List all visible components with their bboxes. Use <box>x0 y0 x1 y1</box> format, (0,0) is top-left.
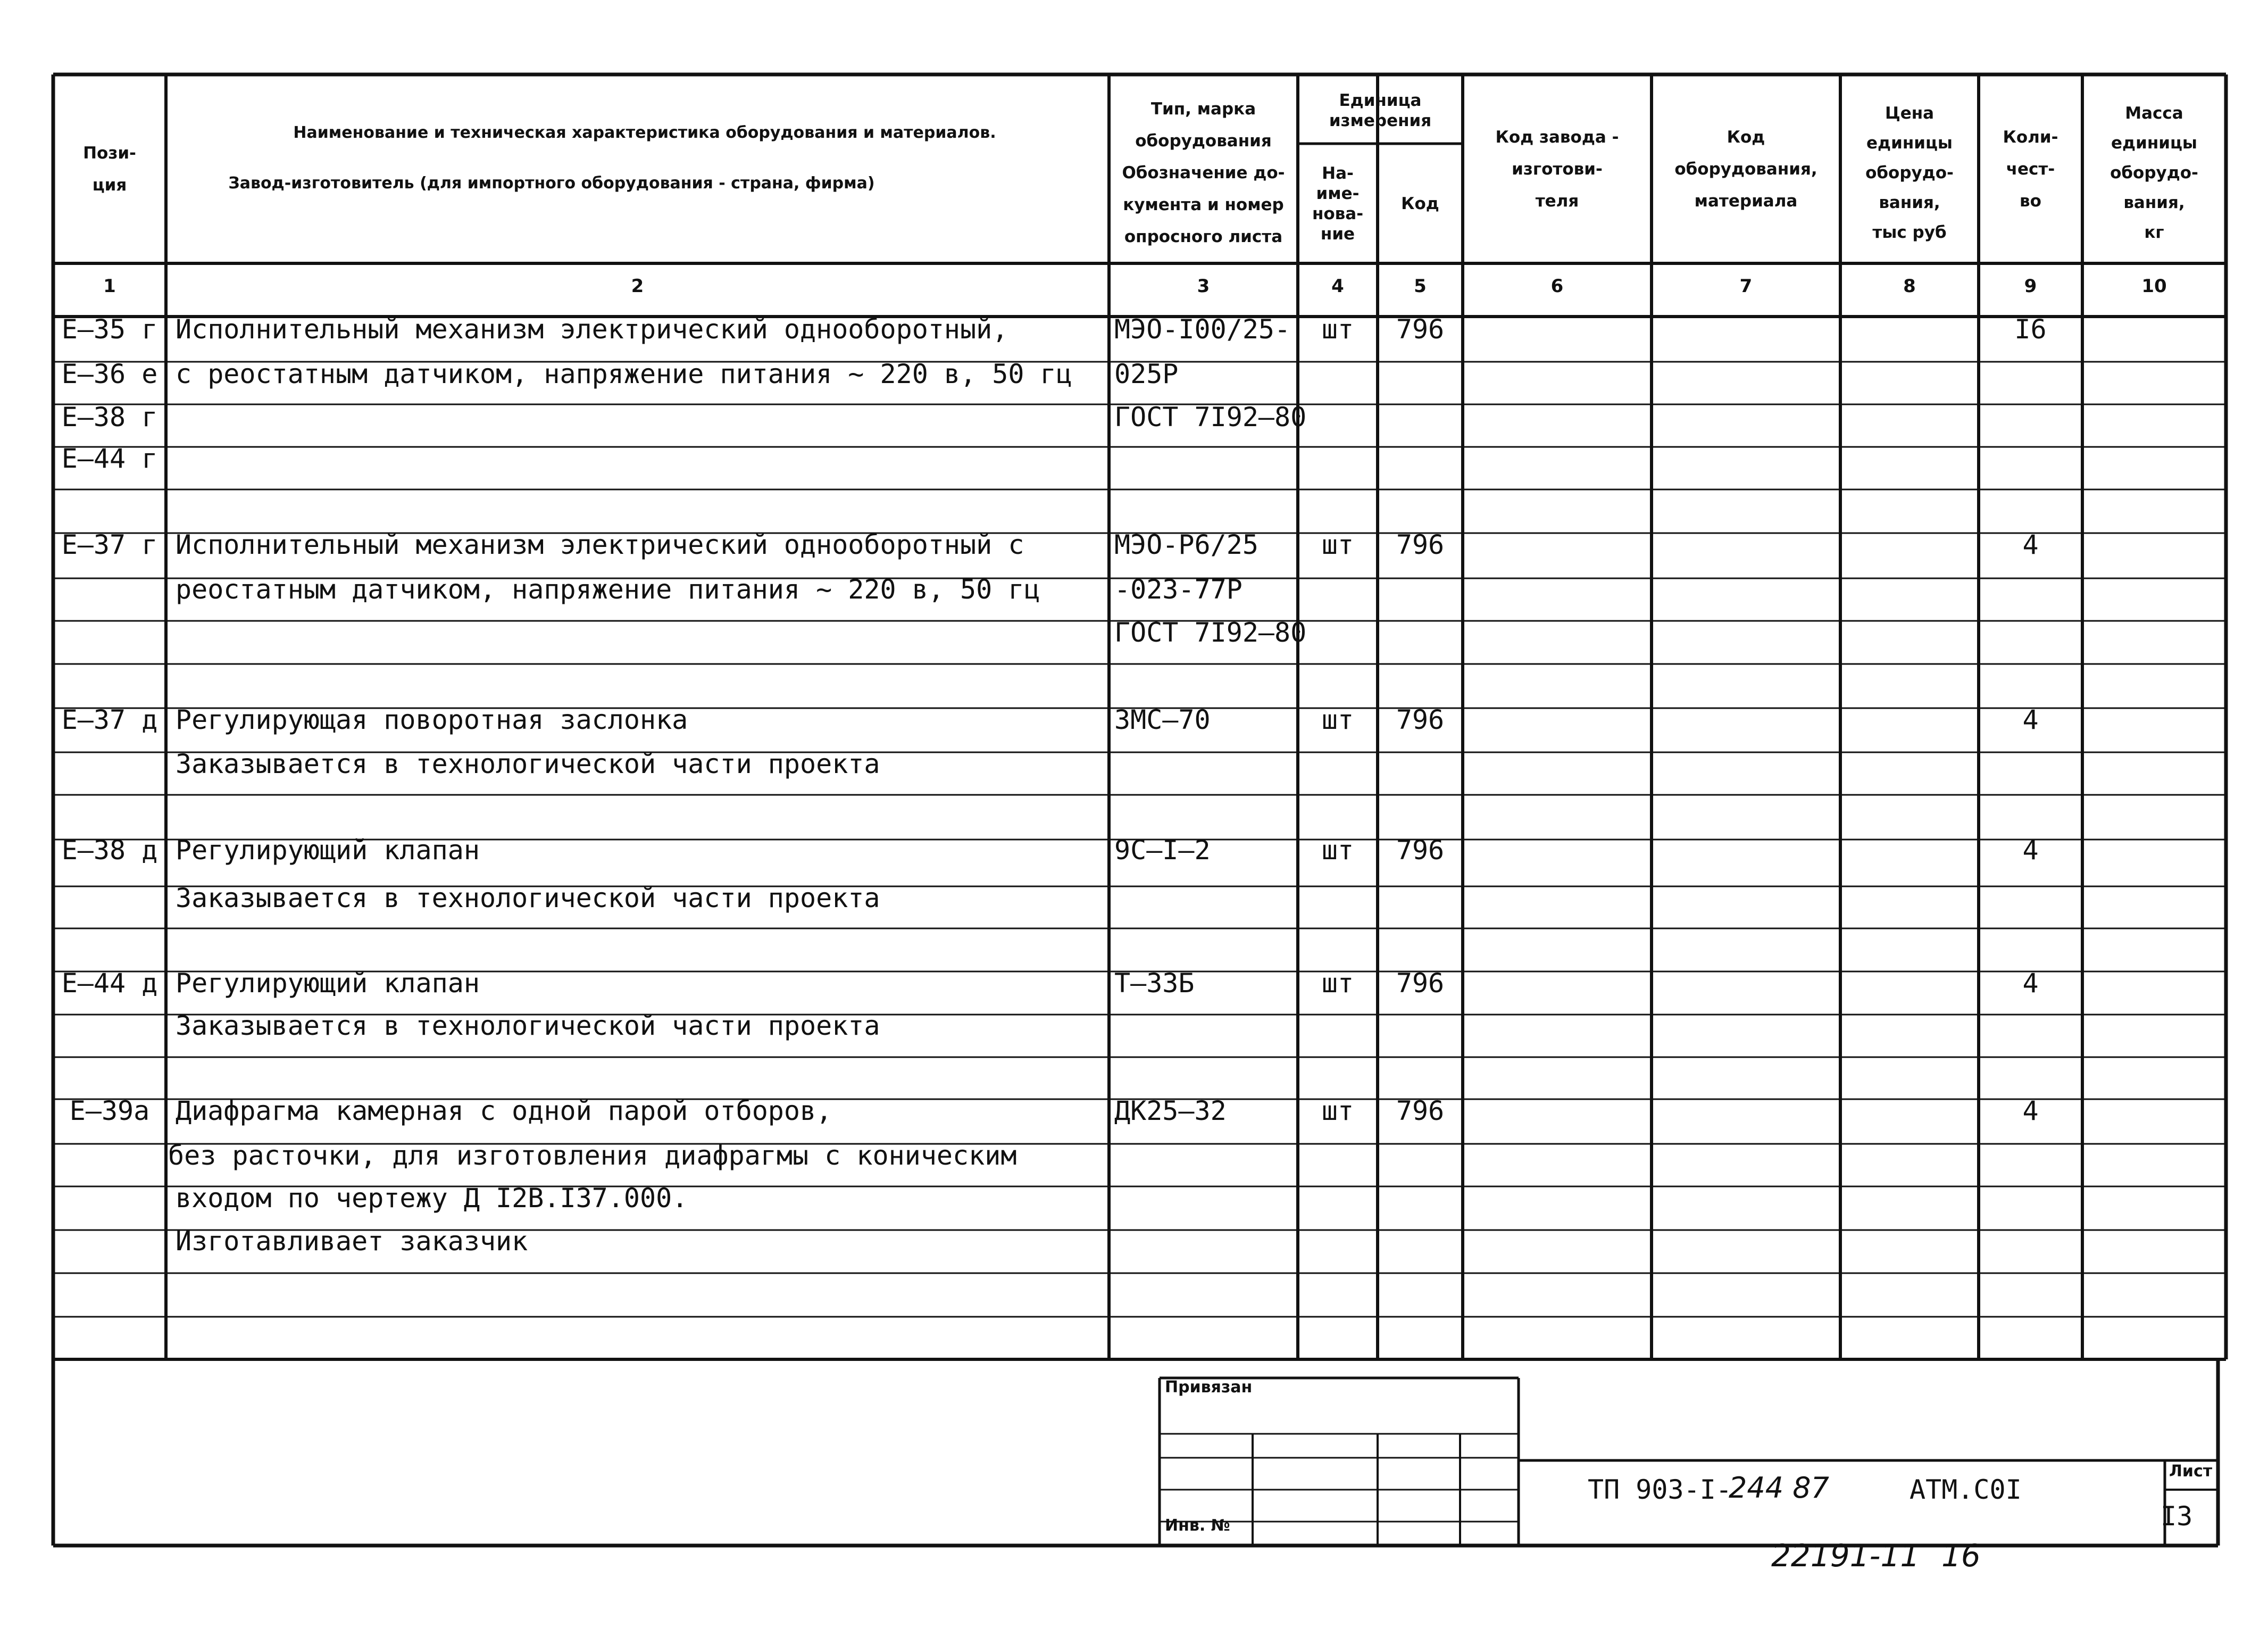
row-0-name: Исполнительный механизм электрический однооборотный, <box>176 314 1008 345</box>
row-3-pos: Е–44 г <box>61 443 158 474</box>
header-equipment-code <box>1652 77 1840 261</box>
row-19-name: без расточки, для изготовления диафрагмы с коническим <box>168 1140 1017 1171</box>
stamp-doc-handwritten: 244 87 <box>1729 1471 1829 1505</box>
row-12-qty: 4 <box>2022 835 2039 866</box>
colnum-5: 5 <box>1414 276 1427 297</box>
footer-page-number: 16 <box>1941 1538 1981 1574</box>
row-18-type: ДК25–32 <box>1114 1095 1227 1126</box>
header-price <box>1840 85 1979 261</box>
row-2-pos: Е–38 г <box>61 402 158 433</box>
header-unit-text: Единица измерения <box>1329 90 1432 130</box>
row-9-qty: 4 <box>2022 704 2039 735</box>
colnum-2: 2 <box>631 276 644 297</box>
row-6-type: -023-77Р <box>1114 574 1243 605</box>
colnum-6: 6 <box>1550 276 1564 297</box>
row-1-type: 025Р <box>1114 359 1179 389</box>
stamp-bound-label: Привязан <box>1165 1378 1253 1397</box>
header-type-text: Тип, марка оборудования Обозначение до- кумента и номер опросного листа <box>1122 99 1285 246</box>
row-10-name: Заказывается в технологической части проекта <box>176 749 880 779</box>
row-12-pos: Е–38 д <box>61 835 158 866</box>
row-20-name: входом по чертежу Д I2В.I37.000. <box>176 1183 688 1214</box>
row-5-code: 796 <box>1396 529 1445 560</box>
row-15-qty: 4 <box>2022 968 2039 999</box>
header-quantity-text: Коли- чест- во <box>2003 127 2058 211</box>
row-9-pos: Е–37 д <box>61 704 158 735</box>
header-equipment-code-text: Код оборудования, материала <box>1674 127 1817 211</box>
header-position <box>53 74 166 263</box>
header-unit-code-text: Код <box>1401 194 1439 213</box>
colnum-7: 7 <box>1739 276 1753 297</box>
row-15-unit: шт <box>1321 968 1354 999</box>
colnum-9: 9 <box>2024 276 2037 297</box>
row-2-type: ГОСТ 7I92–80 <box>1114 402 1307 433</box>
row-18-pos: Е–39а <box>69 1095 150 1126</box>
stamp-inv-label: Инв. № <box>1165 1516 1230 1535</box>
header-name-line1 <box>166 117 1123 149</box>
row-16-name: Заказывается в технологической части проекта <box>176 1010 880 1041</box>
row-15-name: Регулирующий клапан <box>176 968 480 999</box>
header-mass <box>2082 85 2226 261</box>
row-7-type: ГОСТ 7I92–80 <box>1114 617 1307 648</box>
header-mass-text: Масса единицы оборудо- вания, кг <box>2110 104 2198 242</box>
row-13-name: Заказывается в технологической части проекта <box>176 883 880 913</box>
footer-archive-number: 22191-11 <box>1771 1538 1920 1574</box>
row-12-unit: шт <box>1321 835 1354 866</box>
colnum-1: 1 <box>103 276 116 297</box>
colnum-8: 8 <box>1903 276 1916 297</box>
row-5-qty: 4 <box>2022 529 2039 560</box>
row-1-name: с реостатным датчиком, напряжение питания ~ 220 в, 50 гц <box>176 359 1072 389</box>
header-unit <box>1298 77 1463 144</box>
row-5-pos: Е–37 г <box>61 529 158 560</box>
row-9-name: Регулирующая поворотная заслонка <box>176 704 688 735</box>
row-18-name: Диафрагма камерная с одной парой отборов, <box>176 1095 832 1126</box>
header-quantity <box>1979 77 2082 261</box>
row-18-qty: 4 <box>2022 1095 2039 1126</box>
header-type <box>1109 85 1298 261</box>
row-18-code: 796 <box>1396 1095 1445 1126</box>
row-15-type: Т–33Б <box>1114 968 1195 999</box>
row-6-name: реостатным датчиком, напряжение питания ~ 220 в, 50 гц <box>176 574 1040 605</box>
header-price-text: Цена единицы оборудо- вания, тыс руб <box>1865 104 1954 242</box>
row-12-name: Регулирующий клапан <box>176 835 480 866</box>
row-0-qty: I6 <box>2014 314 2047 345</box>
row-15-pos: Е–44 д <box>61 968 158 999</box>
row-18-unit: шт <box>1321 1095 1354 1126</box>
row-0-code: 796 <box>1396 314 1445 345</box>
row-5-name: Исполнительный механизм электрический однооборотный с <box>176 529 1024 560</box>
stamp-sheet-number: I3 <box>2161 1501 2193 1532</box>
header-name-line2 <box>166 168 937 200</box>
row-9-unit: шт <box>1321 704 1354 735</box>
stamp-doc-prefix: ТП 903-I- <box>1588 1474 1732 1505</box>
colnum-10: 10 <box>2141 276 2167 297</box>
header-position-text: Пози- ция <box>83 143 136 195</box>
header-unit-name-text: На- име- нова- ние <box>1312 163 1364 244</box>
header-unit-name <box>1298 146 1378 261</box>
header-unit-code <box>1378 146 1463 261</box>
header-factory-code-text: Код завода - изготови- теля <box>1495 127 1619 211</box>
row-5-unit: шт <box>1321 529 1354 560</box>
colnum-3: 3 <box>1197 276 1210 297</box>
row-21-name: Изготавливает заказчик <box>176 1226 528 1257</box>
row-12-type: 9С–I–2 <box>1114 835 1211 866</box>
row-15-code: 796 <box>1396 968 1445 999</box>
colnum-4: 4 <box>1331 276 1344 297</box>
stamp-doc-code: АТМ.С0I <box>1910 1474 2022 1505</box>
header-name-text-1: Наименование и техническая характеристика оборудования и материалов. <box>293 123 996 142</box>
header-factory-code <box>1463 77 1652 261</box>
row-12-code: 796 <box>1396 835 1445 866</box>
row-5-type: МЭО-Р6/25 <box>1114 529 1258 560</box>
row-1-pos: Е–36 е <box>61 359 158 389</box>
row-0-pos: Е–35 г <box>61 314 158 345</box>
stamp-sheet-label: Лист <box>2169 1462 2213 1481</box>
header-name-text-2: Завод-изготовитель (для импортного оборудования - страна, фирма) <box>228 174 875 193</box>
row-9-code: 796 <box>1396 704 1445 735</box>
row-9-type: ЗМС–70 <box>1114 704 1211 735</box>
row-0-type: МЭО-I00/25- <box>1114 314 1291 345</box>
row-0-unit: шт <box>1321 314 1354 345</box>
